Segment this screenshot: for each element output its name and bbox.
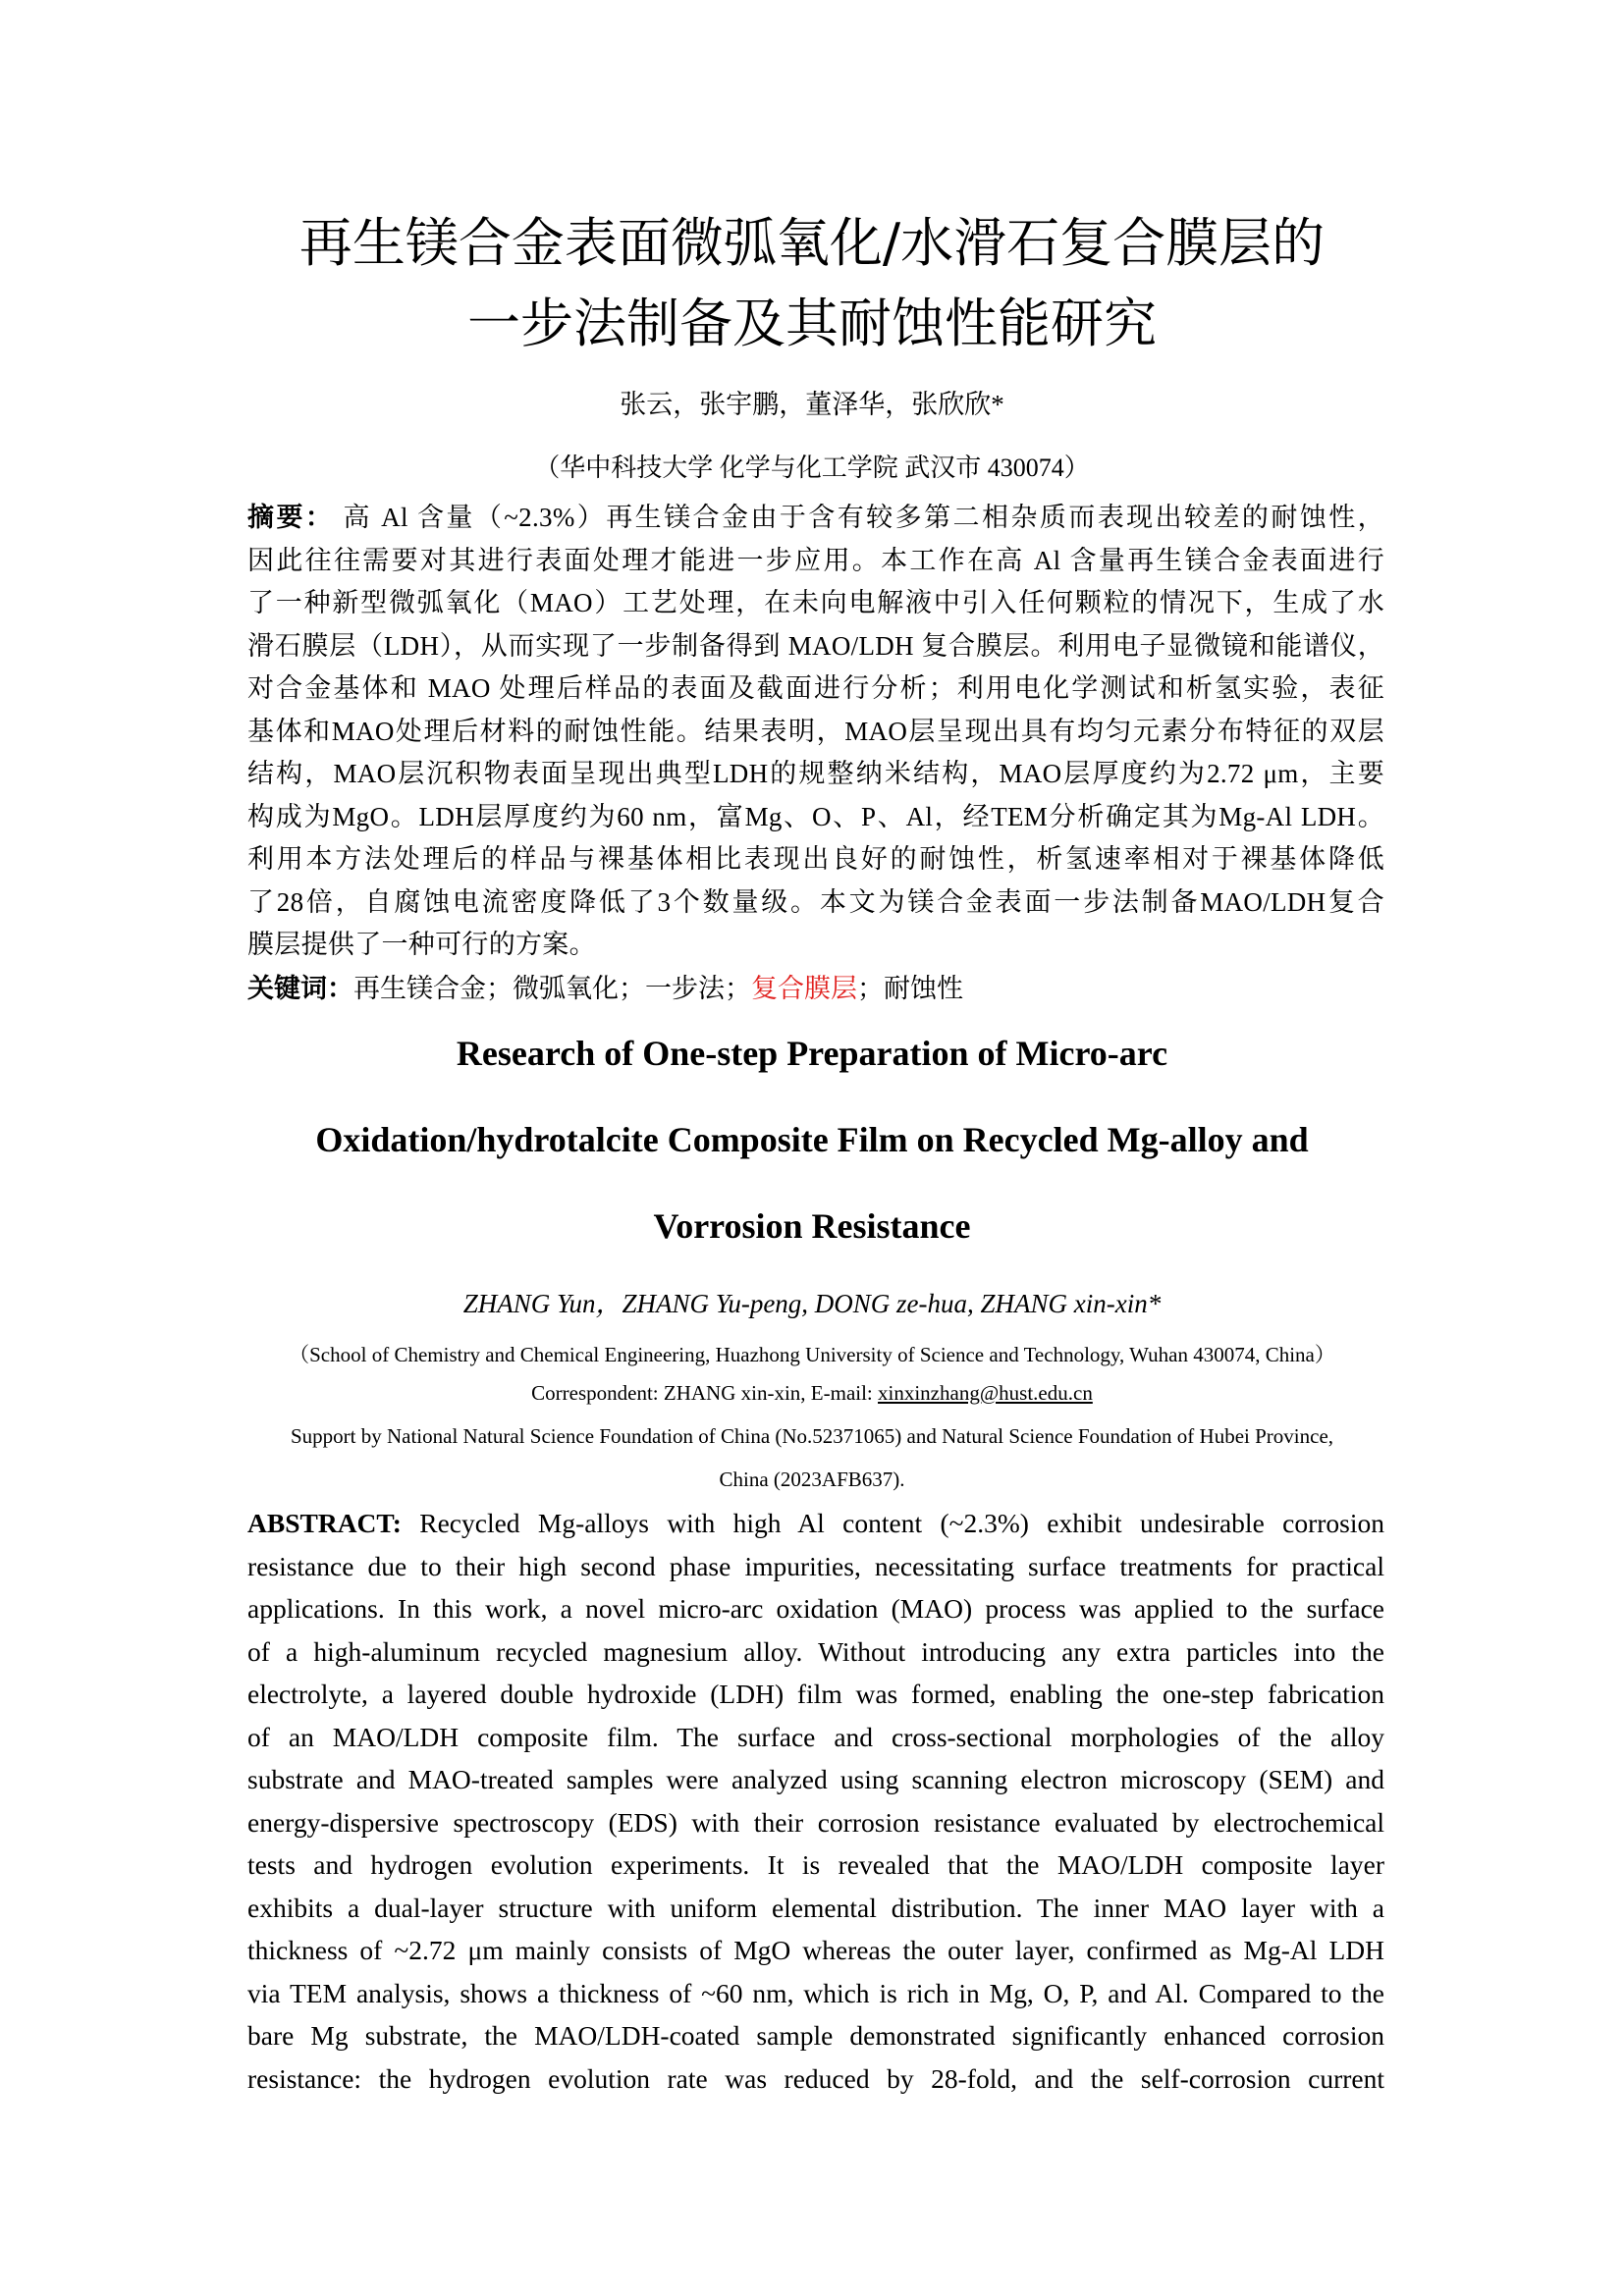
chinese-keywords <box>247 968 1384 1011</box>
abstract-line-text: 膜层提供了一种可行的方案。 <box>247 930 596 959</box>
keyword: 复合膜层 <box>751 974 857 1003</box>
abstract-line-text: tests and hydrogen evolution experiments. It is revealed that the MAO/LDH composite layer <box>247 1849 1384 1880</box>
abstract-line <box>247 838 1384 881</box>
abstract-line <box>247 711 1384 754</box>
abstract-line-text: 因此往往需要对其进行表面处理才能进一步应用。本工作在高 Al 含量再生镁合金表面进行 <box>247 545 1384 575</box>
abstract-line-text: 高 Al 含量（~2.3%）再生镁合金由于含有较多第二相杂质而表现出较差的耐蚀性， <box>343 503 1384 532</box>
abstract-line <box>247 1801 1384 1844</box>
abstract-line-text: resistance: the hydrogen evolution rate was reduced by 28-fold, and the self-corrosion current <box>247 2062 1384 2094</box>
keyword-separator: ； <box>857 974 884 1003</box>
abstract-line <box>247 1758 1384 1801</box>
keyword: 一步法 <box>645 974 725 1003</box>
abstract-line-text: of an MAO/LDH composite film. The surface and cross-sectional morphologies of the alloy <box>247 1721 1384 1752</box>
abstract-line <box>247 2057 1384 2101</box>
abstract-line <box>247 1929 1384 1972</box>
chinese-title-line: 再生镁合金表面微弧氧化/水滑石复合膜层的 <box>298 212 1326 274</box>
abstract-line <box>247 1630 1384 1674</box>
keyword-separator: ； <box>619 974 645 1003</box>
abstract-line <box>247 1887 1384 1930</box>
abstract-line <box>247 924 1384 967</box>
abstract-line-text: of a high-aluminum recycled magnesium alloy. Without introducing any extra particles into the <box>247 1635 1384 1667</box>
chinese-abstract <box>247 497 1384 967</box>
chinese-title-line: 一步法制备及其耐蚀性能研究 <box>467 293 1157 354</box>
abstract-line-text: 了一种新型微弧氧化（MAO）工艺处理，在未向电解液中引入任何颗粒的情况下，生成了水 <box>247 588 1384 617</box>
abstract-label: ABSTRACT: <box>247 1508 402 1538</box>
abstract-line-text: 对合金基体和 MAO 处理后样品的表面及截面进行分析；利用电化学测试和析氢实验，表征 <box>247 673 1384 703</box>
chinese-title <box>0 214 1624 353</box>
abstract-line <box>247 796 1384 839</box>
abstract-line <box>247 540 1384 583</box>
abstract-label: 摘要： <box>247 503 335 532</box>
email-link[interactable]: xinxinzhang@hust.edu.cn <box>878 1381 1093 1405</box>
abstract-line <box>247 1587 1384 1630</box>
english-title-line: Vorrosion Resistance <box>653 1206 971 1246</box>
abstract-line <box>247 2014 1384 2057</box>
support-line: Support by National Natural Science Foundation of China (No.52371065) and Natural Science Foundation of Hubei Province, <box>290 1424 1334 1448</box>
abstract-line <box>247 881 1384 925</box>
abstract-line-text: 滑石膜层（LDH），从而实现了一步制备得到 MAO/LDH 复合膜层。利用电子显微镜和能谱仪， <box>247 630 1384 661</box>
abstract-line-text: substrate and MAO-treated samples were analyzed using scanning electron microscopy (SEM) and <box>247 1764 1384 1794</box>
keyword-separator: ； <box>725 974 751 1003</box>
abstract-line-text: 构成为MgO。LDH层厚度约为60 nm，富Mg、O、P、Al，经TEM分析确定其为Mg-Al LDH。 <box>247 801 1384 831</box>
english-title-line: Research of One-step Preparation of Micro-arc <box>456 1034 1168 1073</box>
abstract-line <box>247 1545 1384 1588</box>
abstract-line-text: 了28倍，自腐蚀电流密度降低了3个数量级。本文为镁合金表面一步法制备MAO/LDH复合 <box>247 886 1384 917</box>
abstract-line-text: 结构，MAO层沉积物表面呈现出典型LDH的规整纳米结构，MAO层厚度约为2.72 μm，主要 <box>247 759 1384 788</box>
keyword: 耐蚀性 <box>884 974 963 1003</box>
abstract-line-text: exhibits a dual-layer structure with uniform elemental distribution. The inner MAO layer with a <box>247 1892 1384 1923</box>
abstract-line-text: resistance due to their high second phase impurities, necessitating surface treatments for practical <box>247 1550 1384 1581</box>
english-title-line: Oxidation/hydrotalcite Composite Film on Recycled Mg-alloy and <box>315 1120 1309 1159</box>
correspondent <box>0 1381 1624 1406</box>
english-authors: ZHANG Yun，ZHANG Yu-peng, DONG ze-hua, ZHANG xin-xin* <box>462 1289 1162 1318</box>
abstract-line-text: bare Mg substrate, the MAO/LDH-coated sample demonstrated significantly enhanced corrosion <box>247 2020 1384 2051</box>
abstract-line-text: electrolyte, a layered double hydroxide (LDH) film was formed, enabling the one-step fabrication <box>247 1679 1384 1709</box>
abstract-line-text: energy-dispersive spectroscopy (EDS) with their corrosion resistance evaluated by electrochemical <box>247 1806 1384 1838</box>
keyword-separator: ； <box>486 974 513 1003</box>
chinese-authors: 张云，张宇鹏，董泽华，张欣欣* <box>620 390 1004 419</box>
abstract-line <box>247 582 1384 625</box>
correspondent-text: Correspondent: ZHANG xin-xin, E-mail: <box>531 1381 879 1405</box>
keyword: 再生镁合金 <box>353 974 486 1003</box>
abstract-line <box>247 1843 1384 1887</box>
keyword: 微弧氧化 <box>513 974 619 1003</box>
abstract-line <box>247 1673 1384 1716</box>
support-line: China (2023AFB637). <box>719 1468 905 1491</box>
chinese-affiliation: （华中科技大学 化学与化工学院 武汉市 430074） <box>534 454 1090 482</box>
abstract-line <box>247 497 1384 540</box>
abstract-line-text: 利用本方法处理后的样品与裸基体相比表现出良好的耐蚀性，析氢速率相对于裸基体降低 <box>247 844 1384 874</box>
abstract-line <box>247 1972 1384 2015</box>
abstract-line <box>247 667 1384 711</box>
abstract-line <box>247 753 1384 796</box>
abstract-line <box>247 1716 1384 1759</box>
english-abstract <box>247 1502 1384 2100</box>
english-title <box>0 1033 1624 1292</box>
abstract-line <box>247 1502 1384 1545</box>
abstract-line-text: applications. In this work, a novel micro-arc oxidation (MAO) process was applied to the surface <box>247 1593 1384 1624</box>
english-affiliation: （School of Chemistry and Chemical Engineering, Huazhong University of Science and Technology, Wuhan 430074, China） <box>289 1343 1335 1366</box>
abstract-line <box>247 625 1384 668</box>
abstract-line-text: thickness of ~2.72 μm mainly consists of MgO whereas the outer layer, confirmed as Mg-Al LDH <box>247 1935 1384 1965</box>
abstract-line-text: Recycled Mg-alloys with high Al content (~2.3%) exhibit undesirable corrosion <box>419 1508 1384 1538</box>
abstract-line-text: 基体和MAO处理后材料的耐蚀性能。结果表明，MAO层呈现出具有均匀元素分布特征的双层 <box>247 716 1384 746</box>
abstract-line-text: via TEM analysis, shows a thickness of ~60 nm, which is rich in Mg, O, P, and Al. Compared to the <box>247 1977 1384 2008</box>
keywords-label: 关键词： <box>247 974 353 1003</box>
